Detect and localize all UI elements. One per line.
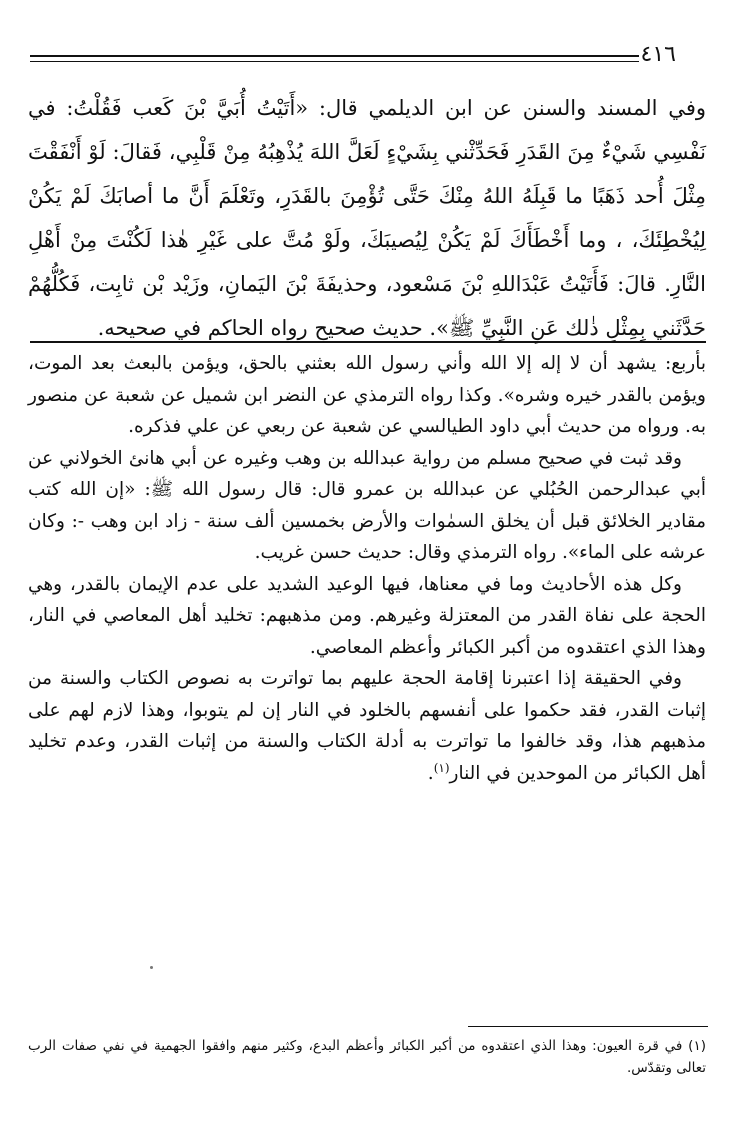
commentary-paragraph-4 bbox=[28, 663, 706, 789]
header-rule bbox=[30, 55, 639, 57]
header-rule-secondary bbox=[30, 61, 639, 62]
commentary-paragraph-4-end: . bbox=[427, 762, 434, 784]
commentary-block bbox=[28, 348, 706, 789]
main-paragraph: وفي المسند والسنن عن ابن الديلمي قال: «أَتَيْتُ أُبَيَّ بْنَ كَعب فَقُلْتُ: في نَفْسِي شَيْءٌ مِنَ القَدَرِ فَحَدِّثْني بِشَيْءٍ لَعَلَّ اللهَ يُذْهِبُهُ مِنْ قَلْبِي، فَقالَ: لَوْ أَنْفَقْتَ مِثْلَ أُحد ذَهَبًا ما قَبِلَهُ اللهُ مِنْكَ حَتَّى تُؤْمِنَ بالقَدَرِ، وتَعْلَمَ أَنَّ ما أصابَكَ لَمْ يَكُنْ لِيُخْطِئَكَ، ، وما أَخْطَأَكَ لَمْ يَكُنْ لِيُصيبَكَ، ولَوْ مُتَّ على غَيْرِ هٰذا لَكُنْتَ مِنْ أَهْلِ النَّارِ. قالَ: فَأَتَيْتُ عَبْدَاللهِ بْنَ مَسْعود، وحذيفَةَ بْنَ اليَمانِ، وزَيْد بْن ثابِت، فَكُلُّهُمْ حَدَّثَني بِمِثْلِ ذٰلك عَنِ النَّبِيِّ ﷺ». حديث صحيح رواه الحاكم في صحيحه. bbox=[28, 96, 706, 340]
main-text-divider bbox=[30, 341, 706, 343]
page-number: ٤١٦ bbox=[640, 42, 676, 67]
commentary-paragraph-1: بأربع: يشهد أن لا إله إلا الله وأني رسول الله بعثني بالحق، ويؤمن بالبعث بعد الموت، ويؤمن بالقدر خيره وشره». وكذا رواه الترمذي عن النضر ابن شميل عن شعبة عن منصور به. ورواه من حديث أبي داود الطيالسي عن شعبة عن ربعي عن علي فذكره. bbox=[28, 353, 706, 437]
footnote-block bbox=[28, 1035, 706, 1079]
commentary-paragraph-3: وكل هذه الأحاديث وما في معناها، فيها الوعيد الشديد على عدم الإيمان بالقدر، وهي الحجة على نفاة القدر من المعتزلة وغيرهم. ومن مذهبهم: تخليد أهل المعاصي في النار، وهذا الذي اعتقدوه من أكبر الكبائر وأعظم المعاصي. bbox=[28, 573, 706, 658]
footnote-divider bbox=[468, 1026, 708, 1027]
footnote-reference: (١) bbox=[433, 760, 450, 775]
scan-speck bbox=[150, 966, 153, 969]
commentary-paragraph-2: وقد ثبت في صحيح مسلم من رواية عبدالله بن وهب وغيره عن أبي هانئ الخولاني عن أبي عبدالرحمن الحُبُلي عن عبدالله بن عمرو قال: قال رسول الله ﷺ: «إن الله كتب مقادير الخلائق قبل أن يخلق السمٰوات والأرض بخمسين ألف سنة - زاد ابن وهب -: وكان عرشه على الماء». رواه الترمذي وقال: حديث حسن غريب. bbox=[28, 447, 706, 563]
commentary-paragraph-4-text: وفي الحقيقة إذا اعتبرنا إقامة الحجة عليهم بما تواترت به نصوص الكتاب والسنة من إثبات القدر، فقد حكموا على أنفسهم بالخلود في النار إن لم يتوبوا، وهذا لازم لهم على مذهبهم هذا، وقد خالفوا ما تواترت به أدلة الكتاب والسنة من إثبات القدر، وعدم تخليد أهل الكبائر من الموحدين في النار bbox=[28, 668, 706, 784]
main-text-block bbox=[28, 86, 706, 350]
footnote-1: (١) في قرة العيون: وهذا الذي اعتقدوه من أكبر الكبائر وأعظم البدع، وكثير منهم وافقوا الجهمية في نفي صفات الرب تعالى وتقدّس. bbox=[28, 1038, 706, 1076]
